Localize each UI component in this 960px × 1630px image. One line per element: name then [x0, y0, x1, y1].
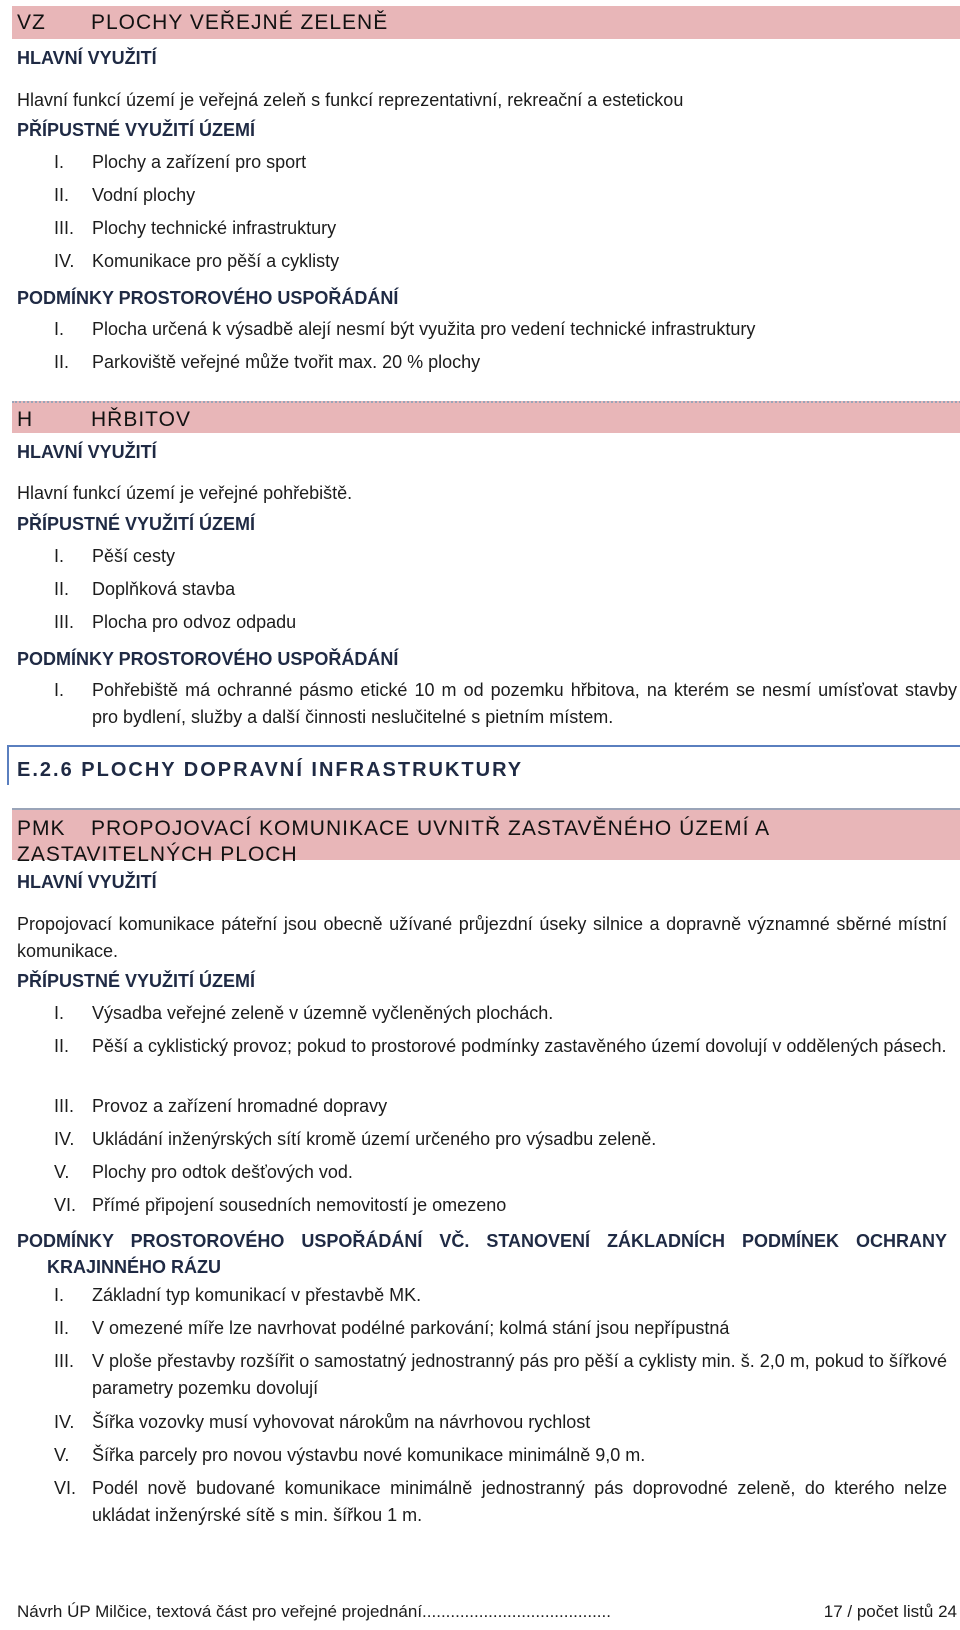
list-item: VI. Přímé připojení sousedních nemovitostí je omezeno: [54, 1195, 507, 1215]
list-item: II. Parkoviště veřejné může tvořit max. 20 % plochy: [54, 352, 481, 372]
section-code: PMK: [17, 817, 66, 840]
heading-permitted-use: PŘÍPUSTNÉ VYUŽITÍ ÚZEMÍ: [17, 514, 256, 534]
section-code: H: [17, 408, 34, 431]
heading-permitted-use: PŘÍPUSTNÉ VYUŽITÍ ÚZEMÍ: [17, 120, 256, 140]
chapter-heading: E.2.6 PLOCHY DOPRAVNÍ INFRASTRUKTURY: [7, 745, 960, 785]
section-title: HŘBITOV: [91, 408, 191, 431]
list-item: III. Plocha pro odvoz odpadu: [54, 612, 297, 632]
list-item: V. Šířka parcely pro novou výstavbu nové komunikace minimálně 9,0 m.: [54, 1445, 646, 1465]
list-item: IV. Ukládání inženýrských sítí kromě území určeného pro výsadbu zeleně.: [54, 1129, 657, 1149]
list-item: III. Provoz a zařízení hromadné dopravy: [54, 1096, 388, 1116]
section-title-block: [17, 816, 947, 868]
heading-main-use: HLAVNÍ VYUŽITÍ: [17, 442, 157, 462]
list-item: II. V omezené míře lze navrhovat podélné parkování; kolmá stání jsou nepřípustná: [54, 1318, 730, 1338]
list-item: II. Pěší a cyklistický provoz; pokud to prostorové podmínky zastavěného území dovolují v oddělených pásech.: [54, 1036, 947, 1056]
list-item: I. Plochy a zařízení pro sport: [54, 152, 307, 172]
section-header-pmk: [12, 808, 960, 866]
list-item: IV. Komunikace pro pěší a cyklisty: [54, 251, 340, 271]
list-item: I. Pěší cesty: [54, 546, 176, 566]
heading-spatial-conditions: PODMÍNKY PROSTOROVÉHO USPOŘÁDÁNÍ: [17, 288, 399, 308]
paragraph-main-use: Hlavní funkcí území je veřejná zeleň s funkcí reprezentativní, rekreační a estetickou: [17, 90, 684, 110]
paragraph-main-use: Hlavní funkcí území je veřejné pohřebiště.: [17, 483, 353, 503]
list-item: I. Pohřebiště má ochranné pásmo etické 10 m od pozemku hřbitova, na kterém se nesmí umísťovat stavby pro bydlení, služby a další činnosti neslučitelné s pietním místem.: [54, 680, 957, 727]
footer-page-number: 17 / počet listů 24: [823, 1602, 957, 1621]
list-item: III. V ploše přestavby rozšířit o samostatný jednostranný pás pro pěší a cyklisty min. š. 2,0 m, pokud to šířkové parametry pozemku dovolují: [54, 1351, 947, 1398]
list-item: I. Výsadba veřejné zeleně v územně vyčleněných plochách.: [54, 1003, 554, 1023]
list-item: V. Plochy pro odtok dešťových vod.: [54, 1162, 353, 1182]
list-item: I. Základní typ komunikací v přestavbě MK.: [54, 1285, 422, 1305]
section-title: PROPOJOVACÍ KOMUNIKACE UVNITŘ ZASTAVĚNÉHO ÚZEMÍ A ZASTAVITELNÝCH PLOCH: [17, 817, 769, 866]
heading-spatial-conditions: PODMÍNKY PROSTOROVÉHO USPOŘÁDÁNÍ: [17, 649, 399, 669]
section-header-vz: [12, 6, 960, 39]
section-header-h: [12, 401, 960, 433]
list-item: I. Plocha určená k výsadbě alejí nesmí být využita pro vedení technické infrastruktury: [54, 319, 756, 339]
page-footer: [17, 1602, 957, 1622]
list-item: VI. Podél nově budované komunikace minimálně jednostranný pás doprovodné zeleně, do kterého nelze ukládat inženýrské sítě s min. šířkou 1 m.: [54, 1478, 947, 1525]
footer-document-title: Návrh ÚP Milčice, textová část pro veřejné projednání........................................: [17, 1602, 611, 1621]
heading-main-use: HLAVNÍ VYUŽITÍ: [17, 48, 157, 68]
list-item: II. Doplňková stavba: [54, 579, 236, 599]
list-item: II. Vodní plochy: [54, 185, 196, 205]
section-code: VZ: [17, 11, 46, 34]
heading-main-use: HLAVNÍ VYUŽITÍ: [17, 872, 157, 892]
heading-spatial-conditions: PODMÍNKY PROSTOROVÉHO USPOŘÁDÁNÍ VČ. STANOVENÍ ZÁKLADNÍCH PODMÍNEK OCHRANY KRAJINNÉHO RÁZU: [17, 1231, 947, 1277]
section-title: PLOCHY VEŘEJNÉ ZELENĚ: [91, 11, 389, 34]
paragraph-main-use: Propojovací komunikace páteřní jsou obecně užívané průjezdní úseky silnice a dopravně významné sběrné místní komunikace.: [17, 914, 947, 961]
list-item: IV. Šířka vozovky musí vyhovovat nárokům na návrhovou rychlost: [54, 1412, 591, 1432]
heading-permitted-use: PŘÍPUSTNÉ VYUŽITÍ ÚZEMÍ: [17, 971, 256, 991]
list-item: III. Plochy technické infrastruktury: [54, 218, 337, 238]
